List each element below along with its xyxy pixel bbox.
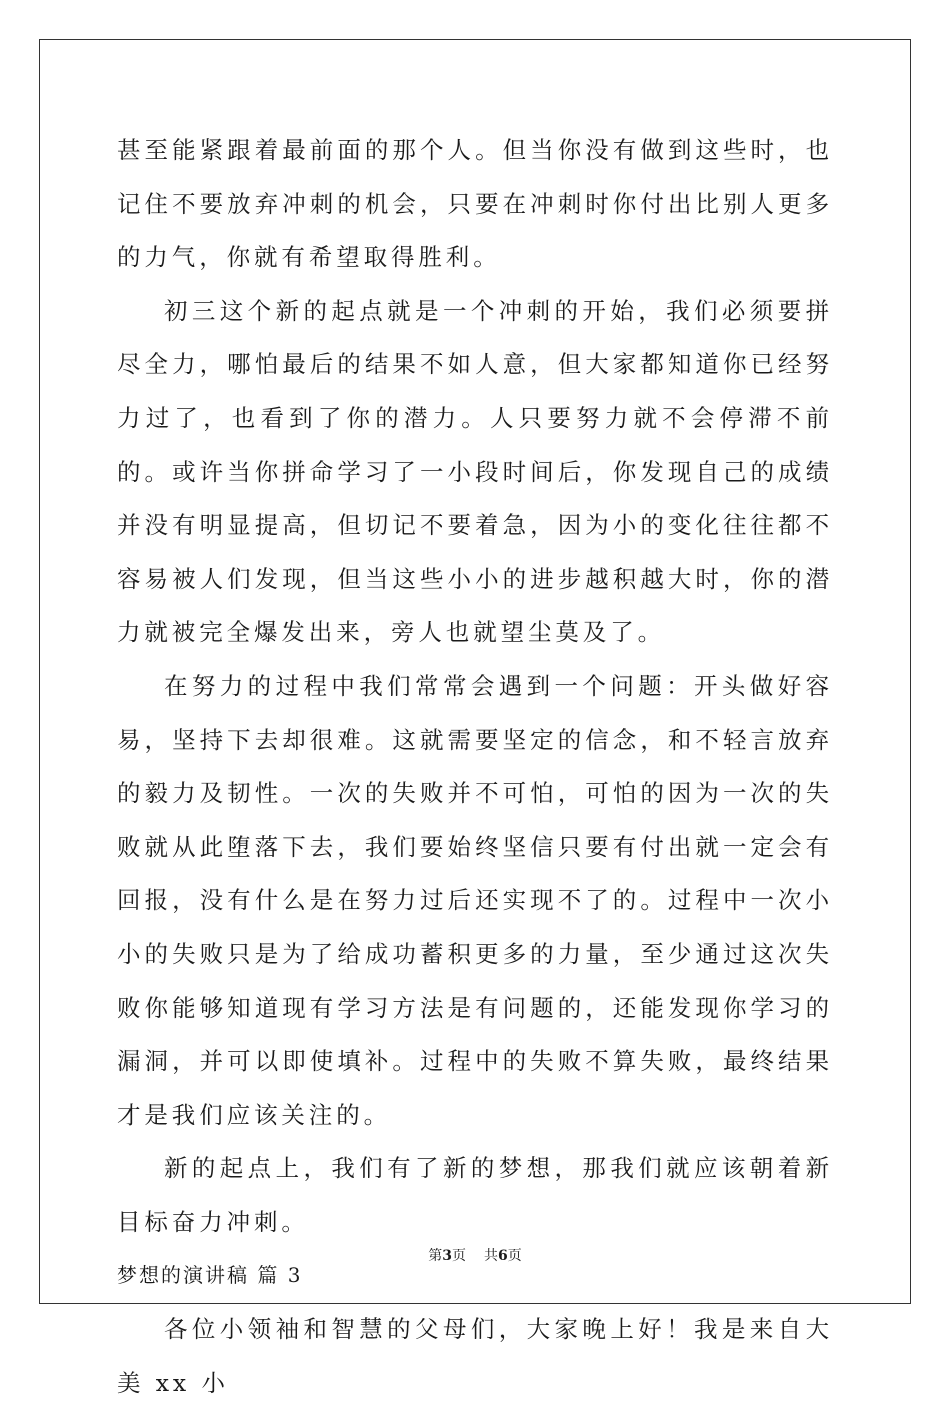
paragraph-2: 初三这个新的起点就是一个冲刺的开始，我们必须要拼尽全力，哪怕最后的结果不如人意，但大家都知道你已经努力过了，也看到了你的潜力。人只要努力就不会停滞不前的。或许当你拼命学习了一小段时间后，你发现自己的成绩并没有明显提高，但切记不要着急，因为小的变化往往都不容易被人们发现，但当这些小小的进步越积越大时，你的潜力就被完全爆发出来，旁人也就望尘莫及了。 — [117, 296, 833, 647]
page-footer — [0, 1245, 950, 1265]
section-heading: 梦想的演讲稿 篇 3 — [117, 1263, 303, 1288]
page-prefix: 第 — [428, 1248, 443, 1264]
document-body — [117, 124, 833, 1410]
total-suffix: 页 — [507, 1248, 522, 1264]
total-prefix: 共 — [484, 1248, 498, 1264]
page-suffix: 页 — [452, 1248, 466, 1264]
page-number: 3 — [442, 1248, 452, 1264]
paragraph-3: 在努力的过程中我们常常会遇到一个问题：开头做好容易，坚持下去却很难。这就需要坚定的信念，和不轻言放弃的毅力及韧性。一次的失败并不可怕，可怕的因为一次的失败就从此堕落下去，我们要始终坚信只要有付出就一定会有回报，没有什么是在努力过后还实现不了的。过程中一次小小的失败只是为了给成功蓄积更多的力量，至少通过这次失败你能够知道现有学习方法是有问题的，还能发现你学习的漏洞，并可以即使填补。过程中的失败不算失败，最终结果才是我们应该关注的。 — [117, 671, 833, 1129]
paragraph-5: 各位小领袖和智慧的父母们，大家晚上好！我是来自大美 xx 小 — [117, 1315, 833, 1397]
paragraph-1: 甚至能紧跟着最前面的那个人。但当你没有做到这些时，也记住不要放弃冲刺的机会，只要在冲刺时你付出比别人更多的力气，你就有希望取得胜利。 — [117, 136, 833, 272]
paragraph-4: 新的起点上，我们有了新的梦想，那我们就应该朝着新目标奋力冲刺。 — [117, 1154, 833, 1236]
total-pages: 6 — [498, 1248, 508, 1264]
